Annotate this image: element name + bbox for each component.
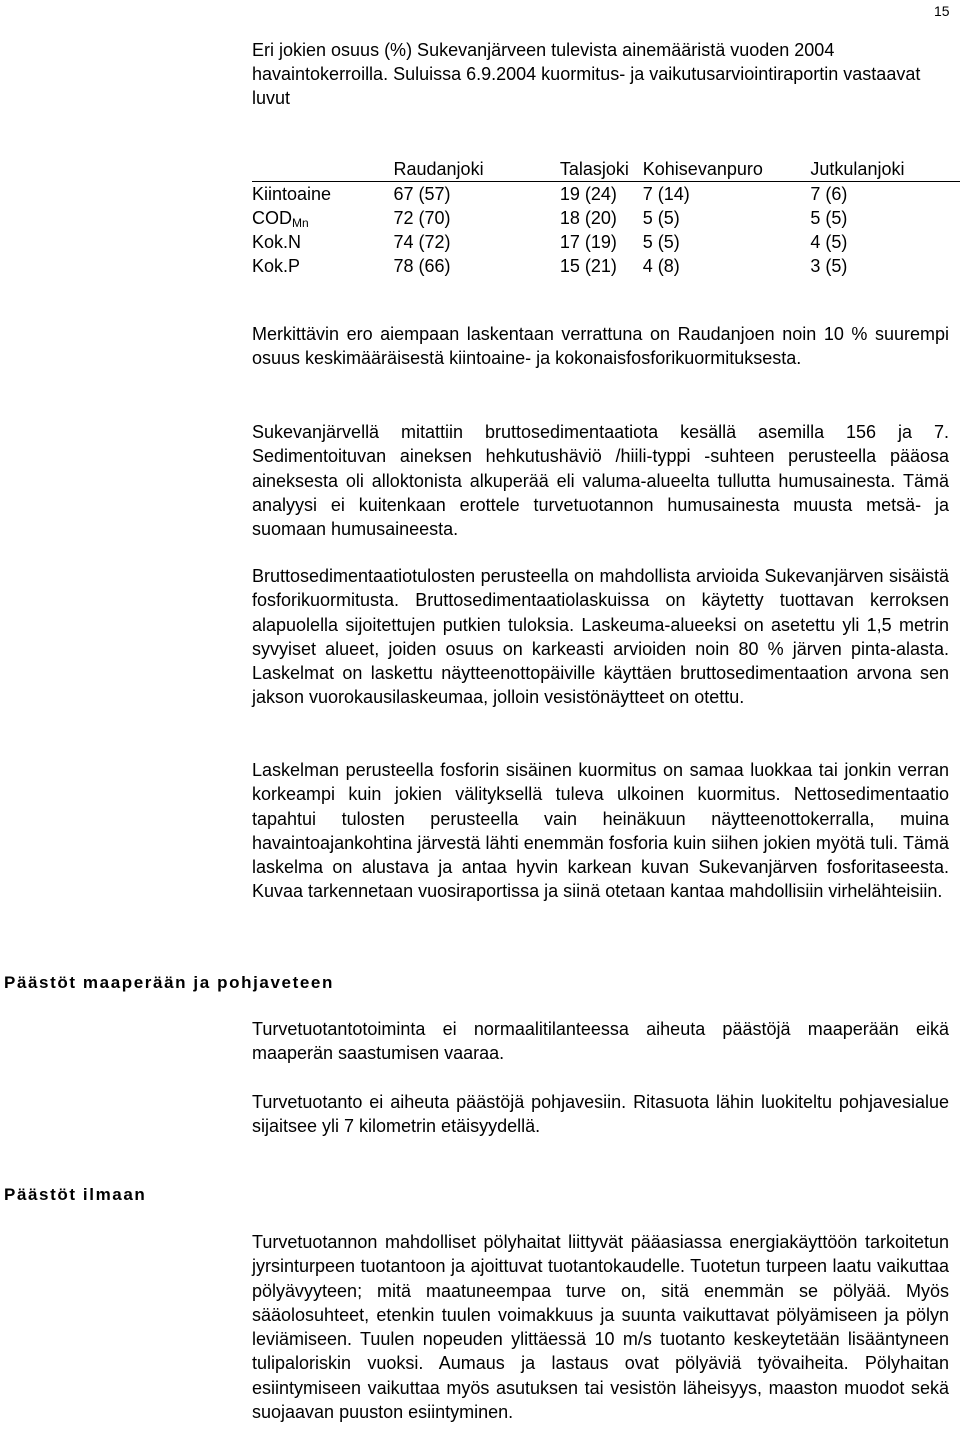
table-cell: 7 (14) [642,184,690,204]
source-share-table [252,157,960,278]
row-label: Kok.N [252,232,302,252]
row-label: Kok.P [252,256,301,276]
table-cell: 67 (57) [393,184,451,204]
table-row [252,254,960,278]
table-cell: 5 (5) [642,208,680,228]
section-heading-soil: Päästöt maaperään ja pohjaveteen [4,973,334,992]
paragraph-comparison: Merkittävin ero aiempaan laskentaan verrattuna on Raudanjoen noin 10 % suurempi osuus keskimääräisestä kiintoaine- ja kokonaisfosforikuormituksesta. [252,324,949,369]
table-header-kohisevanpuro: Kohisevanpuro [643,157,811,182]
table-cell: 15 (21) [559,256,617,276]
table-cell: 78 (66) [393,256,451,276]
section-heading-air: Päästöt ilmaan [4,1185,147,1204]
table-cell: 5 (5) [810,208,848,228]
page-number: 15 [934,3,950,19]
table-caption: Eri jokien osuus (%) Sukevanjärveen tulevista ainemääristä vuoden 2004 havaintokerroilla. Suluissa 6.9.2004 kuormitus- ja vaikutusarviointiraportin vastaavat luvut [252,40,921,108]
paragraph-soil: Turvetuotantotoiminta ei normaalitilanteessa aiheuta päästöjä maaperään eikä maaperän saastumisen vaaraa. [252,1019,949,1064]
paragraph-phosphorus-balance: Laskelman perusteella fosforin sisäinen kuormitus on samaa luokkaa tai jonkin verran korkeampi kuin jokien välityksellä tuleva ulkoinen kuormitus. Nettosedimentaatio tapahtui tulosten perusteella vain heinäkuun näytteenottokerralla, muina havaintoajankohtina järvestä lähti enemmän fosforia kuin siihen jokien myötä tuli. Tämä laskelma on alustava ja antaa hyvin karkean kuvan Sukevanjärven fosforitaseesta. Kuvaa tarkennetaan vuosiraportissa ja siinä otetaan kantaa mahdollisiin virhelähteisiin. [252,760,949,902]
table-cell: 3 (5) [810,256,848,276]
paragraph-sedimentation: Sukevanjärvellä mitattiin bruttosedimentaatiota kesällä asemilla 156 ja 7. Sedimentoituvan aineksen hehkutushäviö /hiili-typpi -suhteen perusteella pääosa aineksesta oli alloktonista alkuperää eli valuma-alueelta tullutta humusainesta. Tämä analyysi ei kuitenkaan erottele turvetuotannon humusainesta muusta metsä- ja suomaan humusaineesta. [252,422,949,540]
row-label: COD [252,208,292,228]
paragraph-internal-load-estimate: Bruttosedimentaatiotulosten perusteella on mahdollista arvioida Sukevanjärven sisäistä fosforikuormitusta. Bruttosedimentaatiolaskuissa on käytetty tuottavan kerroksen alapuolella sijoitettujen putkien tuloksia. Laskeuma-alueeksi on asetettu yli 1,5 metrin syvyiset alueet, joiden osuus on karkeasti arvioiden noin 80 % järven pinta-alasta. Laskelmat on laskettu näytteenottopäiville käyttäen bruttosedimentaation arvona sen jakson vuorokausilaskeumaa, jolloin vesistönäytteet on otettu. [252,566,949,708]
table-cell: 4 (5) [810,232,848,252]
table-cell: 74 (72) [393,232,451,252]
row-label-subscript: Mn [292,216,309,230]
table-header-raudanjoki: Raudanjoki [394,157,560,182]
table-header-jutkulanjoki: Jutkulanjoki [810,157,960,182]
table-header-talasjoki: Talasjoki [560,157,643,182]
table-cell: 19 (24) [559,184,617,204]
table-cell: 4 (8) [642,256,680,276]
paragraph-groundwater: Turvetuotanto ei aiheuta päästöjä pohjavesiin. Ritasuota lähin luokiteltu pohjavesialue sijaitsee yli 7 kilometrin etäisyydellä. [252,1092,949,1137]
table-cell: 18 (20) [559,208,617,228]
paragraph-air: Turvetuotannon mahdolliset pölyhaitat liittyvät pääasiassa energiakäyttöön tarkoitetun jyrsinturpeen tuotantoon ja ajoittuvat tuotantokaudelle. Tuotetun turpeen laatu vaikuttaa pölyävyyteen; mitä maatuneempaa turve on, sitä enemmän se pölyää. Myös sääolosuhteet, etenkin tuulen voimakkuus ja suunta vaikuttavat pölyämiseen ja pölyn leviämiseen. Tuulen nopeuden ylittäessä 10 m/s tuotanto keskeytetään lisääntyneen tulipaloriskin vuoksi. Aumaus ja lastaus ovat pölyäviä työvaiheita. Pölyhaitan esiintymiseen vaikuttaa myös asutuksen tai vesistön läheisyys, maaston muodot sekä suojaavan puuston esiintyminen. [252,1232,949,1423]
table-row [252,182,960,207]
row-label-cod [252,206,394,230]
table-cell: 72 (70) [393,208,451,228]
table-header-empty [252,157,394,182]
table-row [252,206,960,230]
table-header-row [252,157,960,182]
table-cell: 5 (5) [642,232,680,252]
table-cell: 17 (19) [559,232,617,252]
table-cell: 7 (6) [810,184,848,204]
table-row [252,230,960,254]
row-label: Kiintoaine [252,184,332,204]
